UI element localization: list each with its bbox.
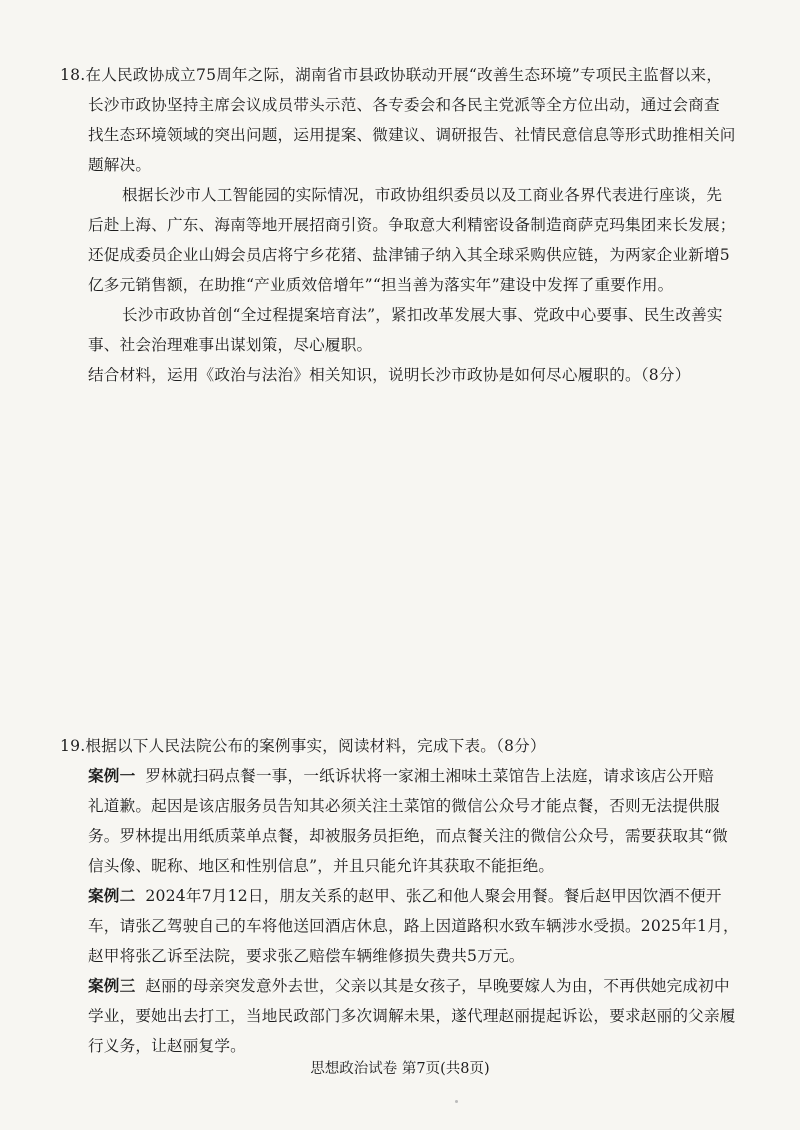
case-2-text: 2024年7月12日，朋友关系的赵甲、张乙和他人聚会用餐。餐后赵甲因饮酒不便开 — [145, 887, 722, 905]
q18-stem-line-2: 长沙市政协坚持主席会议成员带头示范、各专委会和各民主党派等全方位出动，通过会商查 — [88, 96, 720, 114]
q18-task: 结合材料，运用《政治与法治》相关知识，说明长沙市政协是如何尽心履职的。（8分） — [88, 366, 691, 384]
case-3-line-2: 学业，要她出去打工，当地民政部门多次调解未果，遂代理赵丽提起诉讼，要求赵丽的父亲履 — [88, 1007, 736, 1025]
case-1-line-1 — [88, 761, 760, 791]
case-3-text: 赵丽的母亲突发意外去世，父亲以其是女孩子，早晚要嫁人为由，不再供她完成初中 — [145, 977, 730, 995]
q18-stem-line-4: 题解决。 — [88, 156, 152, 174]
case-2-line-2: 车，请张乙驾驶自己的车将他送回酒店休息，路上因道路积水致车辆涉水受损。2025年1月， — [88, 917, 739, 935]
q18-paragraph-2-line-2: 后赴上海、广东、海南等地开展招商引资。争取意大利精密设备制造商萨克玛集团来长发展； — [88, 216, 736, 234]
case-1-label: 案例一 — [88, 766, 136, 785]
q18-paragraph-2-line-1: 根据长沙市人工智能园的实际情况，市政协组织委员以及工商业各界代表进行座谈，先 — [122, 186, 723, 204]
case-2-line-3: 赵甲将张乙诉至法院，要求张乙赔偿车辆维修损失费共5万元。 — [88, 947, 525, 965]
q18-paragraph-2-line-4: 亿多元销售额，在助推“产业质效倍增年”“担当善为落实年”建设中发挥了重要作用。 — [88, 276, 674, 294]
q18-paragraph-3-line-1: 长沙市政协首创“全过程提案培育法”，紧扣改革发展大事、党政中心要事、民生改善实 — [122, 306, 723, 324]
question-18 — [60, 60, 760, 390]
case-1-text: 罗林就扫码点餐一事，一纸诉状将一家湘土湘味土菜馆告上法庭，请求该店公开赔 — [145, 767, 714, 785]
case-1-line-3: 务。罗林提出用纸质菜单点餐，却被服务员拒绝，而点餐关注的微信公众号，需要获取其“微 — [88, 827, 728, 845]
case-3-line-3: 行义务，让赵丽复学。 — [88, 1037, 246, 1055]
page-footer: 思想政治试卷 第7页(共8页) — [310, 1061, 490, 1077]
q18-paragraph-3-line-2: 事、社会治理难事出谋划策，尽心履职。 — [88, 336, 373, 354]
case-3-label: 案例三 — [88, 976, 136, 995]
q18-stem-line-1: 18.在人民政协成立75周年之际，湖南省市县政协联动开展“改善生态环境”专项民主监督以来， — [60, 66, 723, 84]
case-2-label: 案例二 — [88, 886, 136, 905]
q18-paragraph-2-line-3: 还促成委员企业山姆会员店将宁乡花猪、盐津铺子纳入其全球采购供应链，为两家企业新增5 — [88, 246, 730, 264]
case-3-line-1 — [88, 971, 760, 1001]
question-19 — [60, 731, 760, 1061]
q18-stem-line-3: 找生态环境领域的突出问题，运用提案、微建议、调研报告、社情民意信息等形式助推相关问 — [88, 126, 736, 144]
case-2-line-1 — [88, 881, 760, 911]
q19-intro: 19.根据以下人民法院公布的案例事实，阅读材料，完成下表。（8分） — [60, 737, 546, 755]
case-1-line-2: 礼道歉。起因是该店服务员告知其必须关注土菜馆的微信公众号才能点餐，否则无法提供服 — [88, 797, 720, 815]
case-1-line-4: 信头像、昵称、地区和性别信息”，并且只能允许其获取不能拒绝。 — [88, 857, 555, 875]
scan-speck — [455, 1100, 458, 1103]
